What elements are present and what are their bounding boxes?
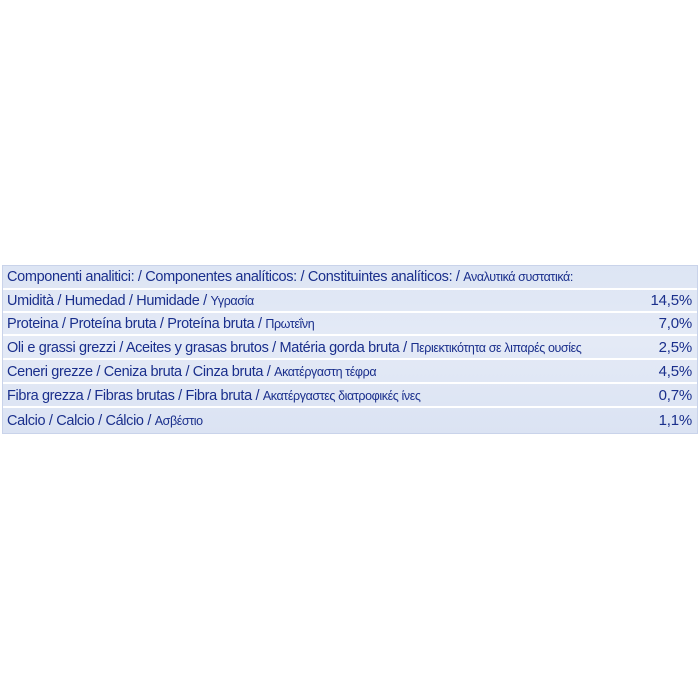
table-row-calcium bbox=[3, 409, 697, 432]
row-label bbox=[7, 364, 659, 380]
row-value: 14,5% bbox=[650, 292, 692, 309]
row-label bbox=[7, 340, 659, 356]
row-main-text: Ceneri grezze / Ceniza bruta / Cinza bruta / bbox=[7, 363, 271, 380]
table-row-fibre bbox=[3, 385, 697, 408]
table-row-protein bbox=[3, 313, 697, 336]
row-greek-text: Περιεκτικότητα σε λιπαρές ουσίες bbox=[410, 340, 582, 355]
row-main-text: Umidità / Humedad / Humidade / bbox=[7, 292, 207, 309]
table-row-ash bbox=[3, 361, 697, 384]
row-greek-text: Πρωτεΐνη bbox=[265, 316, 315, 331]
row-main-text: Oli e grassi grezzi / Aceites y grasas brutos / Matéria gorda bruta / bbox=[7, 339, 407, 356]
row-greek-text: Ασβέστιο bbox=[154, 413, 203, 428]
row-label bbox=[7, 316, 659, 332]
row-value: 4,5% bbox=[658, 363, 692, 380]
table-header bbox=[3, 266, 697, 290]
row-main-text: Fibra grezza / Fibras brutas / Fibra bruta / bbox=[7, 387, 260, 404]
table-row-fat bbox=[3, 337, 697, 360]
row-label bbox=[7, 388, 659, 404]
analytical-constituents-table bbox=[2, 265, 698, 434]
row-value: 2,5% bbox=[658, 339, 692, 356]
row-main-text: Calcio / Calcio / Cálcio / bbox=[7, 412, 152, 429]
row-label bbox=[7, 413, 659, 429]
row-value: 7,0% bbox=[658, 315, 692, 332]
row-greek-text: Ακατέργαστες διατροφικές ίνες bbox=[262, 388, 421, 403]
row-greek-text: Υγρασία bbox=[210, 293, 254, 308]
row-main-text: Proteina / Proteína bruta / Proteína bruta / bbox=[7, 315, 262, 332]
header-label bbox=[7, 269, 692, 285]
row-value: 0,7% bbox=[658, 387, 692, 404]
row-greek-text: Ακατέργαστη τέφρα bbox=[274, 364, 377, 379]
header-greek-text: Αναλυτικά συστατικά: bbox=[463, 270, 573, 284]
row-label bbox=[7, 293, 650, 309]
header-main-text: Componenti analitici: / Componentes analíticos: / Constituintes analíticos: / bbox=[7, 269, 460, 285]
row-value: 1,1% bbox=[658, 412, 692, 429]
table-row-moisture bbox=[3, 290, 697, 313]
